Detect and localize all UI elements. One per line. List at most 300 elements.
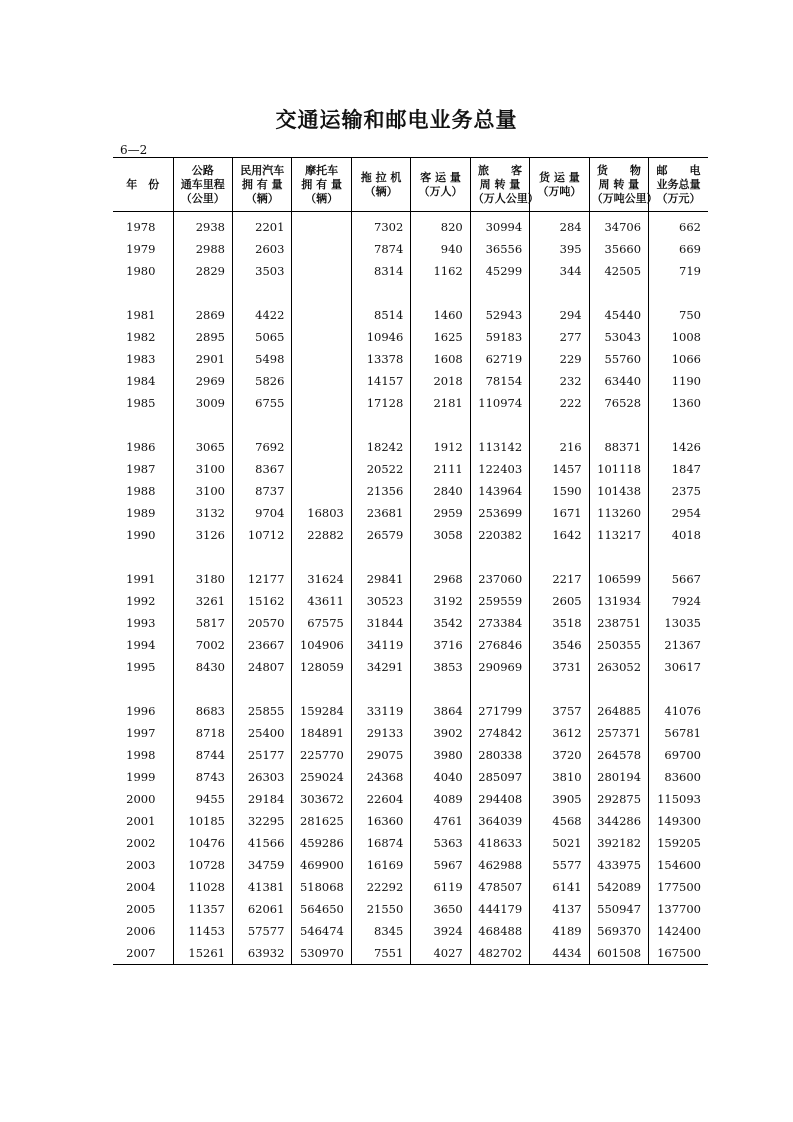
header-line: 客 运 量: [420, 170, 461, 184]
value-cell: 3180: [173, 568, 232, 590]
value-cell: 2901: [173, 348, 232, 370]
value-cell: 13378: [351, 348, 410, 370]
table-row: [113, 612, 708, 634]
value-cell: 280338: [470, 744, 529, 766]
value-cell: 4434: [530, 942, 589, 965]
header-line: （万人公里）: [472, 191, 539, 205]
value-cell: 154600: [649, 854, 708, 876]
value-cell: 6141: [530, 876, 589, 898]
value-cell: 3192: [411, 590, 470, 612]
header-line: （公里）: [180, 191, 225, 205]
spacer-cell: [292, 546, 351, 568]
table-code: 6—2: [120, 143, 148, 157]
value-cell: 34119: [351, 634, 410, 656]
value-cell: 7874: [351, 238, 410, 260]
value-cell: 2605: [530, 590, 589, 612]
value-cell: 177500: [649, 876, 708, 898]
value-cell: 1190: [649, 370, 708, 392]
value-cell: 518068: [292, 876, 351, 898]
value-cell: 3503: [232, 260, 291, 282]
year-cell: 1986: [126, 440, 156, 454]
value-cell: 25855: [232, 700, 291, 722]
table-row: [113, 656, 708, 678]
spacer-cell: [589, 282, 648, 304]
value-cell: 16803: [292, 502, 351, 524]
value-cell: 2869: [173, 304, 232, 326]
value-cell: 106599: [589, 568, 648, 590]
value-cell: 184891: [292, 722, 351, 744]
value-cell: 259024: [292, 766, 351, 788]
value-cell: 5498: [232, 348, 291, 370]
motorcycles-header: [292, 158, 351, 212]
value-cell: [292, 238, 351, 260]
value-cell: 5577: [530, 854, 589, 876]
year-cell: 2007: [113, 942, 173, 965]
value-cell: 7002: [173, 634, 232, 656]
value-cell: 3716: [411, 634, 470, 656]
header-line: 货 物: [596, 163, 641, 177]
value-cell: 418633: [470, 832, 529, 854]
value-cell: 3132: [173, 502, 232, 524]
year-cell: 1981: [126, 308, 156, 322]
value-cell: 3126: [173, 524, 232, 546]
value-cell: 2018: [411, 370, 470, 392]
header-line: （万人）: [418, 184, 463, 198]
value-cell: 6119: [411, 876, 470, 898]
spacer-cell: [173, 678, 232, 700]
table-row: [113, 348, 708, 370]
value-cell: 34759: [232, 854, 291, 876]
spacer-cell: [232, 546, 291, 568]
value-cell: 41076: [649, 700, 708, 722]
value-cell: 5667: [649, 568, 708, 590]
value-cell: 1671: [530, 502, 589, 524]
value-cell: 1008: [649, 326, 708, 348]
value-cell: 1460: [411, 304, 470, 326]
spacer-cell: [351, 546, 410, 568]
value-cell: 1608: [411, 348, 470, 370]
table-row: [113, 744, 708, 766]
value-cell: 662: [649, 212, 708, 239]
value-cell: 229: [530, 348, 589, 370]
group-spacer-row: [113, 414, 708, 436]
value-cell: 2217: [530, 568, 589, 590]
value-cell: 281625: [292, 810, 351, 832]
table-row: [113, 876, 708, 898]
table-row: [113, 722, 708, 744]
value-cell: [292, 348, 351, 370]
year-header: [113, 158, 173, 212]
table-row: [113, 832, 708, 854]
year-cell: 1995: [126, 660, 156, 674]
value-cell: [292, 260, 351, 282]
header-line: 年 份: [126, 177, 160, 191]
header-line: （万吨公里）: [591, 191, 658, 205]
value-cell: 277: [530, 326, 589, 348]
header-line: 摩托车: [305, 163, 339, 177]
value-cell: 2829: [173, 260, 232, 282]
value-cell: 3980: [411, 744, 470, 766]
spacer-cell: [649, 678, 708, 700]
spacer-cell: [173, 414, 232, 436]
value-cell: 16874: [351, 832, 410, 854]
value-cell: 3100: [173, 458, 232, 480]
value-cell: 290969: [470, 656, 529, 678]
value-cell: 1847: [649, 458, 708, 480]
value-cell: 225770: [292, 744, 351, 766]
value-cell: 16169: [351, 854, 410, 876]
table-row: [113, 854, 708, 876]
value-cell: 469900: [292, 854, 351, 876]
tractors-header: [351, 158, 410, 212]
value-cell: 4040: [411, 766, 470, 788]
header-line: 旅 客: [477, 163, 522, 177]
value-cell: 253699: [470, 502, 529, 524]
value-cell: 29133: [351, 722, 410, 744]
table-row: [113, 436, 708, 458]
table-row: [113, 766, 708, 788]
value-cell: 25177: [232, 744, 291, 766]
value-cell: 17128: [351, 392, 410, 414]
value-cell: 29184: [232, 788, 291, 810]
value-cell: 76528: [589, 392, 648, 414]
year-cell: 1982: [126, 330, 156, 344]
value-cell: 52943: [470, 304, 529, 326]
value-cell: 264578: [589, 744, 648, 766]
value-cell: 3864: [411, 700, 470, 722]
value-cell: 10728: [173, 854, 232, 876]
table-row: [113, 700, 708, 722]
year-cell: 1993: [126, 616, 156, 630]
value-cell: 3853: [411, 656, 470, 678]
value-cell: 26579: [351, 524, 410, 546]
spacer-cell: [530, 282, 589, 304]
value-cell: 42505: [589, 260, 648, 282]
value-cell: 2954: [649, 502, 708, 524]
value-cell: 4027: [411, 942, 470, 965]
value-cell: 24807: [232, 656, 291, 678]
header-line: 邮 电: [656, 163, 701, 177]
value-cell: 2938: [173, 212, 232, 239]
value-cell: 4089: [411, 788, 470, 810]
value-cell: 5065: [232, 326, 291, 348]
value-cell: 264885: [589, 700, 648, 722]
value-cell: 8514: [351, 304, 410, 326]
value-cell: 122403: [470, 458, 529, 480]
value-cell: 30994: [470, 212, 529, 239]
spacer-cell: [292, 414, 351, 436]
spacer-cell: [470, 546, 529, 568]
year-cell: 1997: [126, 726, 156, 740]
value-cell: 276846: [470, 634, 529, 656]
spacer-cell: [649, 546, 708, 568]
value-cell: 2959: [411, 502, 470, 524]
value-cell: 5021: [530, 832, 589, 854]
value-cell: 22882: [292, 524, 351, 546]
highway-mileage-header: [173, 158, 232, 212]
value-cell: 21367: [649, 634, 708, 656]
year-cell: 2000: [126, 792, 156, 806]
table-row: [113, 458, 708, 480]
value-cell: 8744: [173, 744, 232, 766]
value-cell: 18242: [351, 436, 410, 458]
value-cell: 478507: [470, 876, 529, 898]
year-cell: 2005: [126, 902, 156, 916]
value-cell: 10476: [173, 832, 232, 854]
value-cell: [292, 392, 351, 414]
statistics-table: [113, 157, 708, 965]
value-cell: 459286: [292, 832, 351, 854]
value-cell: 2988: [173, 238, 232, 260]
value-cell: 8314: [351, 260, 410, 282]
spacer-cell: [113, 678, 173, 700]
value-cell: 3518: [530, 612, 589, 634]
spacer-cell: [530, 678, 589, 700]
passenger-turnover-header: [470, 158, 539, 212]
value-cell: 88371: [589, 436, 648, 458]
table-row: [113, 326, 708, 348]
value-cell: 3720: [530, 744, 589, 766]
value-cell: 41566: [232, 832, 291, 854]
value-cell: 1457: [530, 458, 589, 480]
value-cell: 142400: [649, 920, 708, 942]
value-cell: 263052: [589, 656, 648, 678]
spacer-cell: [411, 546, 470, 568]
value-cell: 216: [530, 436, 589, 458]
table-row: [113, 810, 708, 832]
value-cell: 719: [649, 260, 708, 282]
value-cell: 482702: [470, 942, 529, 965]
value-cell: 2375: [649, 480, 708, 502]
spacer-cell: [232, 678, 291, 700]
value-cell: 3542: [411, 612, 470, 634]
value-cell: 113260: [589, 502, 648, 524]
year-cell: 1994: [126, 638, 156, 652]
year-cell: 1987: [126, 462, 156, 476]
table-row: [113, 370, 708, 392]
value-cell: 6755: [232, 392, 291, 414]
header-line: （万吨）: [537, 184, 582, 198]
value-cell: 25400: [232, 722, 291, 744]
value-cell: 3905: [530, 788, 589, 810]
value-cell: 3546: [530, 634, 589, 656]
table-row: [113, 920, 708, 942]
spacer-cell: [113, 414, 173, 436]
table-row: [113, 260, 708, 282]
spacer-cell: [173, 282, 232, 304]
year-cell: 1991: [126, 572, 156, 586]
value-cell: 9704: [232, 502, 291, 524]
header-line: 业务总量: [656, 177, 701, 191]
value-cell: 5967: [411, 854, 470, 876]
spacer-cell: [530, 414, 589, 436]
value-cell: 11028: [173, 876, 232, 898]
value-cell: 21550: [351, 898, 410, 920]
year-cell: 1992: [126, 594, 156, 608]
value-cell: 3731: [530, 656, 589, 678]
value-cell: 5826: [232, 370, 291, 392]
value-cell: 53043: [589, 326, 648, 348]
value-cell: 4018: [649, 524, 708, 546]
post-telecom-header: [649, 158, 708, 212]
value-cell: 2895: [173, 326, 232, 348]
value-cell: 21356: [351, 480, 410, 502]
value-cell: 29075: [351, 744, 410, 766]
value-cell: 67575: [292, 612, 351, 634]
table-row: [113, 788, 708, 810]
table-row: [113, 480, 708, 502]
table-header-row: [113, 158, 708, 212]
value-cell: 3902: [411, 722, 470, 744]
year-cell: 2001: [126, 814, 156, 828]
value-cell: 940: [411, 238, 470, 260]
spacer-cell: [351, 282, 410, 304]
table-row: [113, 524, 708, 546]
spacer-cell: [351, 414, 410, 436]
value-cell: 3810: [530, 766, 589, 788]
value-cell: 433975: [589, 854, 648, 876]
group-spacer-row: [113, 282, 708, 304]
year-cell: 1998: [126, 748, 156, 762]
value-cell: 550947: [589, 898, 648, 920]
value-cell: 284: [530, 212, 589, 239]
value-cell: 20570: [232, 612, 291, 634]
table-row: [113, 590, 708, 612]
value-cell: 7302: [351, 212, 410, 239]
value-cell: 113142: [470, 436, 529, 458]
value-cell: 159205: [649, 832, 708, 854]
value-cell: 280194: [589, 766, 648, 788]
spacer-cell: [411, 282, 470, 304]
year-cell: 1996: [126, 704, 156, 718]
value-cell: 15261: [173, 942, 232, 965]
value-cell: 395: [530, 238, 589, 260]
spacer-cell: [589, 546, 648, 568]
group-spacer-row: [113, 546, 708, 568]
spacer-cell: [292, 282, 351, 304]
year-cell: 1983: [126, 352, 156, 366]
spacer-cell: [113, 282, 173, 304]
value-cell: 7692: [232, 436, 291, 458]
value-cell: 220382: [470, 524, 529, 546]
value-cell: 1625: [411, 326, 470, 348]
value-cell: 4189: [530, 920, 589, 942]
value-cell: 29841: [351, 568, 410, 590]
value-cell: [292, 458, 351, 480]
value-cell: 750: [649, 304, 708, 326]
value-cell: 2969: [173, 370, 232, 392]
value-cell: 2840: [411, 480, 470, 502]
spacer-cell: [649, 282, 708, 304]
table-row: [113, 942, 708, 965]
value-cell: 1642: [530, 524, 589, 546]
value-cell: 110974: [470, 392, 529, 414]
header-line: 拥 有 量: [241, 177, 283, 191]
value-cell: 8737: [232, 480, 291, 502]
value-cell: 8367: [232, 458, 291, 480]
header-line: （辆）: [305, 191, 339, 205]
value-cell: 30523: [351, 590, 410, 612]
spacer-cell: [232, 414, 291, 436]
header-line: 周 转 量: [598, 177, 640, 191]
table-row: [113, 238, 708, 260]
value-cell: 462988: [470, 854, 529, 876]
value-cell: 63440: [589, 370, 648, 392]
value-cell: 222: [530, 392, 589, 414]
value-cell: [292, 436, 351, 458]
value-cell: 257371: [589, 722, 648, 744]
value-cell: 1360: [649, 392, 708, 414]
year-cell: 1989: [126, 506, 156, 520]
table-row: [113, 898, 708, 920]
value-cell: 11357: [173, 898, 232, 920]
value-cell: 55760: [589, 348, 648, 370]
value-cell: 2201: [232, 212, 291, 239]
value-cell: 24368: [351, 766, 410, 788]
value-cell: 30617: [649, 656, 708, 678]
value-cell: 34706: [589, 212, 648, 239]
value-cell: 10185: [173, 810, 232, 832]
table-row: [113, 212, 708, 239]
year-cell: 1979: [126, 242, 156, 256]
value-cell: 3261: [173, 590, 232, 612]
header-line: 周 转 量: [479, 177, 521, 191]
page-title: 交通运输和邮电业务总量: [275, 108, 518, 132]
value-cell: 273384: [470, 612, 529, 634]
year-cell: 1990: [126, 528, 156, 542]
value-cell: 2968: [411, 568, 470, 590]
spacer-cell: [351, 678, 410, 700]
value-cell: 238751: [589, 612, 648, 634]
value-cell: 23667: [232, 634, 291, 656]
value-cell: 31624: [292, 568, 351, 590]
table-row: [113, 634, 708, 656]
value-cell: 237060: [470, 568, 529, 590]
header-line: （万元）: [656, 191, 701, 205]
value-cell: [292, 480, 351, 502]
value-cell: 669: [649, 238, 708, 260]
value-cell: 232: [530, 370, 589, 392]
value-cell: 8683: [173, 700, 232, 722]
value-cell: 2111: [411, 458, 470, 480]
value-cell: 546474: [292, 920, 351, 942]
value-cell: [292, 304, 351, 326]
value-cell: 159284: [292, 700, 351, 722]
year-cell: 1985: [126, 396, 156, 410]
value-cell: 274842: [470, 722, 529, 744]
value-cell: 101118: [589, 458, 648, 480]
table-row: [113, 392, 708, 414]
value-cell: 33119: [351, 700, 410, 722]
value-cell: 7924: [649, 590, 708, 612]
value-cell: 143964: [470, 480, 529, 502]
year-cell: 2002: [126, 836, 156, 850]
value-cell: 36556: [470, 238, 529, 260]
value-cell: 43611: [292, 590, 351, 612]
header-line: （辆）: [364, 184, 398, 198]
value-cell: 564650: [292, 898, 351, 920]
value-cell: 344286: [589, 810, 648, 832]
value-cell: 22292: [351, 876, 410, 898]
spacer-cell: [589, 678, 648, 700]
value-cell: 8743: [173, 766, 232, 788]
value-cell: 271799: [470, 700, 529, 722]
header-line: 公路: [191, 163, 214, 177]
value-cell: 3058: [411, 524, 470, 546]
value-cell: 4761: [411, 810, 470, 832]
value-cell: 542089: [589, 876, 648, 898]
year-cell: 1980: [126, 264, 156, 278]
